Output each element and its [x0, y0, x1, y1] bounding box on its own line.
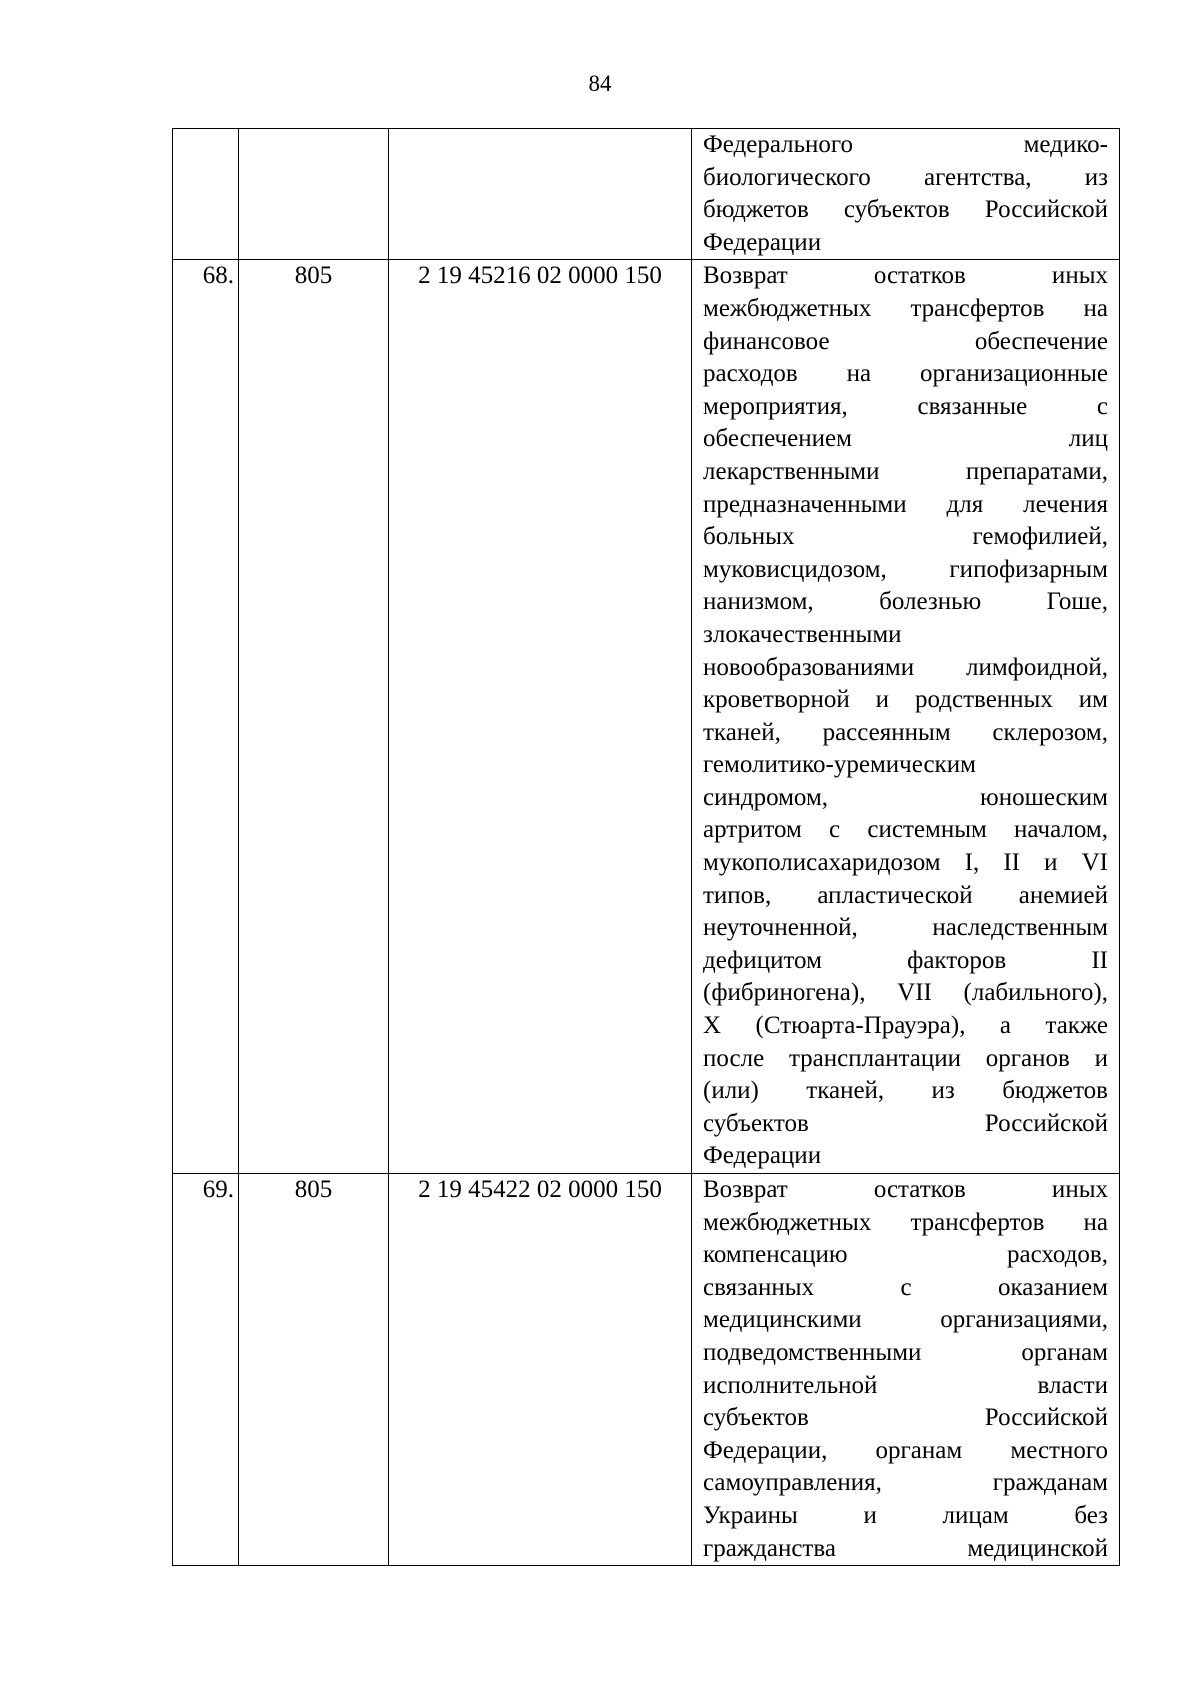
table-body [173, 129, 1120, 1566]
admin-code-cell: 805 [239, 260, 389, 1174]
name-text-line: муковисцидозом, гипофизарным [703, 555, 1108, 583]
name-text-line: бюджетов субъектов Российской [703, 196, 1108, 224]
name-text-line: типов, апластической анемией [703, 881, 1108, 909]
name-text-line: лекарственными препаратами, [703, 457, 1108, 485]
name-text-line: подведомственными органам [703, 1338, 1108, 1366]
name-text-line: связанных с оказанием [703, 1273, 1108, 1301]
name-text-line: гемолитико-уремическим [703, 751, 976, 779]
name-text-line: нанизмом, болезнью Гоше, [703, 588, 1108, 616]
table-row [173, 1174, 1120, 1566]
name-text-line: мероприятия, связанные с [703, 392, 1108, 420]
admin-code-cell [239, 129, 389, 260]
name-text-line: мукополисахаридозом I, II и VI [703, 849, 1108, 877]
row-number-cell [173, 129, 239, 260]
name-text-line: кроветворной и родственных им [703, 686, 1108, 714]
name-text-line: Федерации, органам местного [703, 1436, 1108, 1464]
name-text-line: гражданства медицинской [703, 1534, 1108, 1562]
name-text-line: субъектов Российской [703, 1404, 1108, 1432]
revenue-name-cell [692, 1174, 1120, 1566]
name-text-line: (или) тканей, из бюджетов [703, 1077, 1108, 1105]
name-text-line: обеспечением лиц [703, 425, 1108, 453]
name-text-line: Возврат остатков иных [703, 1176, 1108, 1203]
name-text-line: артритом с системным началом, [703, 816, 1108, 844]
name-text-line: субъектов Российской [703, 1109, 1108, 1137]
admin-code-cell: 805 [239, 1174, 389, 1566]
row-number-cell: 69. [173, 1174, 239, 1566]
name-text-line: предназначенными для лечения [703, 490, 1108, 518]
name-text-line: финансовое обеспечение [703, 327, 1108, 355]
name-text-line: Федерации [703, 1142, 822, 1170]
name-text-line: новообразованиями лимфоидной, [703, 653, 1108, 681]
name-text-line: компенсацию расходов, [703, 1241, 1108, 1269]
name-text-line: неуточненной, наследственным [703, 914, 1108, 942]
row-number-cell: 68. [173, 260, 239, 1174]
table-row [173, 260, 1120, 1174]
name-text-line: после трансплантации органов и [703, 1044, 1108, 1072]
revenue-name-cell [692, 129, 1120, 260]
name-text-line: Украины и лицам без [703, 1501, 1108, 1529]
name-text-line: Возврат остатков иных [703, 262, 1108, 290]
budget-code-cell [389, 129, 692, 260]
name-text-line: межбюджетных трансфертов на [703, 294, 1108, 322]
name-text-line: Федерального медико- [703, 131, 1108, 158]
name-text-line: Федерации [703, 228, 822, 256]
name-text-line: тканей, рассеянным склерозом, [703, 718, 1108, 746]
name-text-line: дефицитом факторов II [703, 946, 1108, 974]
name-text-line: исполнительной власти [703, 1371, 1108, 1399]
name-text-line: (фибриногена), VII (лабильного), [703, 979, 1108, 1007]
name-text-line: самоуправления, гражданам [703, 1469, 1108, 1497]
name-text-line: межбюджетных трансфертов на [703, 1208, 1108, 1236]
name-text-line: синдромом, юношеским [703, 783, 1108, 811]
name-text-line: X (Стюарта-Прауэра), а также [703, 1012, 1108, 1040]
table-row [173, 129, 1120, 260]
name-text-line: злокачественными [703, 620, 902, 648]
budget-code-cell: 2 19 45422 02 0000 150 [389, 1174, 692, 1566]
name-text-line: расходов на организационные [703, 360, 1108, 388]
name-text-line: больных гемофилией, [703, 523, 1108, 551]
name-text-line: медицинскими организациями, [703, 1306, 1108, 1334]
page-number: 84 [588, 71, 612, 96]
revenue-codes-table [172, 128, 1120, 1566]
revenue-name-cell [692, 260, 1120, 1174]
name-text-line: биологического агентства, из [703, 163, 1108, 191]
budget-code-cell: 2 19 45216 02 0000 150 [389, 260, 692, 1174]
